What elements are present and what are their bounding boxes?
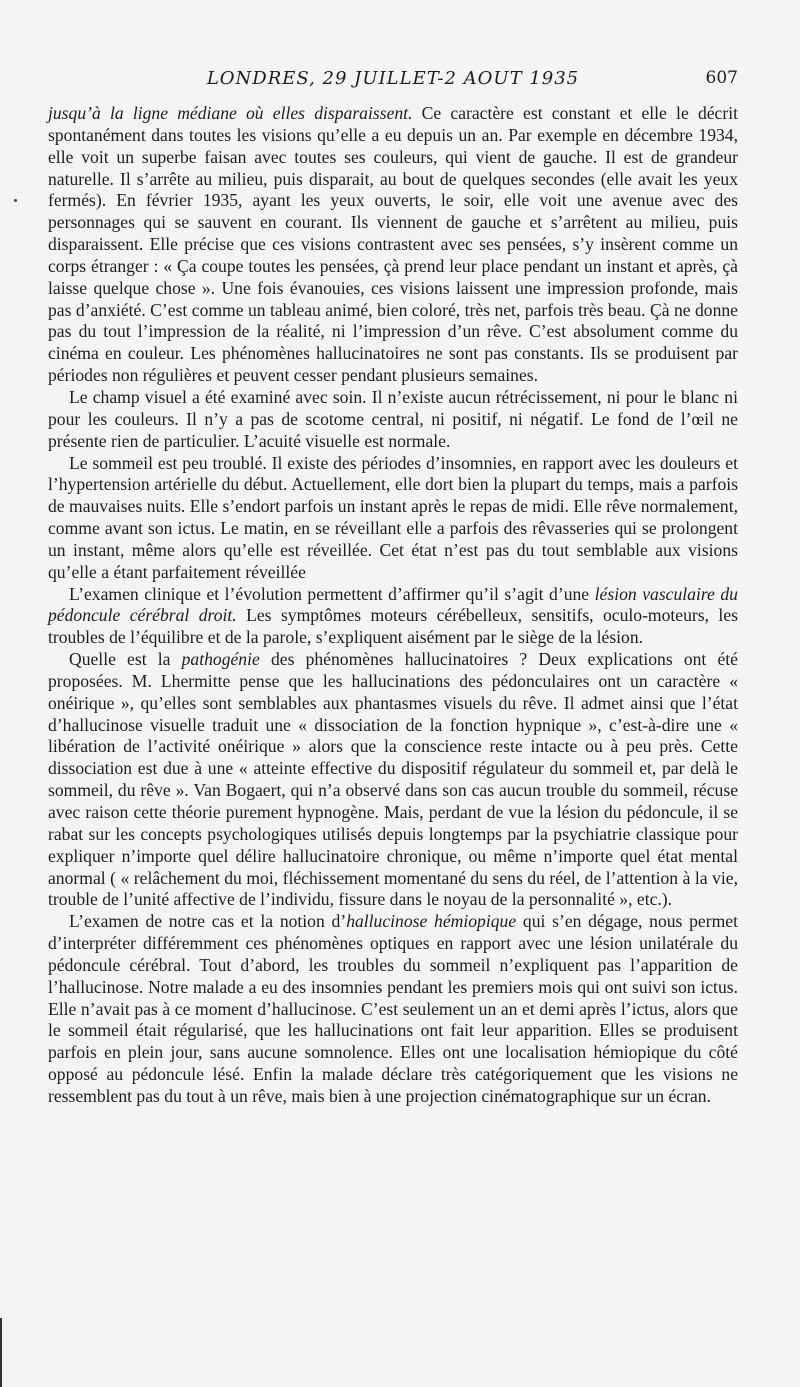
paragraph: [48, 453, 738, 584]
text-run: Quelle est la: [69, 649, 182, 670]
paragraph: [48, 649, 738, 911]
text-run: des phénomènes hallucinatoires ? Deux explications ont été proposées. M. Lhermitte pense que les hallucinations des pédonculaires ont un caractère « onéirique », qu’elles sont semblables aux phantasmes visuels du rêve. Il admet ainsi que l’état d’hallucinose visuelle traduit une « dissociation de la fonction hypnique », c’est-à-dire une « libération de l’activité onéirique » alors que la conscience reste intacte ou à peu près. Cette dissociation est due à une « atteinte effective du dispositif régulateur du sommeil et, par delà le sommeil, du rêve ». Van Bogaert, qui n’a observé dans son cas aucun trouble du sommeil, récuse avec raison cette théorie purement hypnogène. Mais, perdant de vue la lésion du pédoncule, il se rabat sur les concepts psychologiques utilisés depuis longtemps par la psychiatrie classique pour expliquer n’importe quel délire hallucinatoire chronique, ou même n’importe quel état mental anormal ( « relâchement du moi, fléchissement momentané du sens du réel, de l’attention à la vie, trouble de l’unité affective de l’individu, fissure dans le noyau de la personnalité », etc.).: [48, 649, 738, 910]
paragraph: [48, 584, 738, 650]
text-run: qui s’en dégage, nous permet d’interpréter différemment ces phénomènes optiques en rapport avec une lésion unilatérale du pédoncule cérébral. Tout d’abord, les troubles du sommeil n’expliquent pas l’apparition de l’hallucinose. Notre malade a eu des insomnies pendant les premiers mois qui ont suivi son ictus. Elle n’avait pas à ce moment d’hallucinose. C’est seulement un an et demi après l’ictus, alors que le sommeil était régularisé, que les hallucinations ont fait leur apparition. Elles se produisent parfois en plein jour, sans aucune somnolence. Elles ont une localisation hémiopique du côté opposé au pédoncule lésé. Enfin la malade déclare très catégoriquement que les visions ne ressemblent pas du tout à un rêve, mais bien à une projection cinématographique sur un écran.: [48, 911, 738, 1106]
paragraph: [48, 387, 738, 453]
text-run: pathogénie: [181, 649, 260, 670]
paragraph: [48, 911, 738, 1108]
text-run: lésion vasculaire du pédoncule cérébral droit.: [48, 583, 738, 626]
text-run: jusqu’à la ligne médiane où elles disparaissent.: [48, 103, 413, 123]
scan-edge-bar: [0, 1318, 2, 1387]
text-run: L’examen de notre cas et la notion d’: [69, 911, 347, 932]
text-run: Le sommeil est peu troublé. Il existe des périodes d’insomnies, en rapport avec les douleurs et l’hypertension artérielle du début. Actuellement, elle dort bien la plupart du temps, mais a parfois de mauvaises nuits. Elle s’endort parfois un instant après le repas de midi. Elle rêve normalement, comme avant son ictus. Le matin, en se réveillant elle a parfois des rêvasseries qui se prolongent un instant, même alors qu’elle est réveillée. Cet état n’est pas du tout semblable aux visions qu’elle a étant parfaitement réveillée: [48, 452, 738, 582]
running-header: [48, 68, 738, 96]
text-run: L’examen clinique et l’évolution permettent d’affirmer qu’il s’agit d’une: [69, 583, 595, 604]
text-run: hallucinose hémiopique: [346, 911, 517, 932]
text-run: Les symptômes moteurs cérébelleux, sensitifs, oculo-moteurs, les troubles de l’équilibre et de la parole, s’expliquent aisément par le siège de la lésion.: [48, 605, 738, 648]
margin-dot: [14, 199, 17, 202]
page-number: 607: [705, 68, 738, 88]
running-title: LONDRES, 29 JUILLET-2 AOUT 1935: [206, 68, 580, 89]
text-run: Ce caractère est constant et elle le décrit spontanément dans toutes les visions qu’elle a eu depuis un an. Par exemple en décembre 1934, elle voit un superbe faisan avec toutes ses couleurs, qui vient de gauche. Il est de grandeur naturelle. Il s’arrête au milieu, puis disparait, au bout de quelques secondes (elle avait les yeux fermés). En février 1935, ayant les yeux ouverts, le soir, elle voit une avenue avec des personnages qui se sauvent en courant. Ils viennent de gauche et s’arrêtent au milieu, puis disparaissent. Elle précise que ces visions contrastent avec ses pensées, s’y insèrent comme un corps étranger : « Ça coupe toutes les pensées, çà prend leur place pendant un instant et après, çà laisse quelque chose ». Une fois évanouies, ces visions laissent une impression profonde, mais pas d’anxiété. C’est comme un tableau animé, bien coloré, très net, parfois très beau. Çà ne donne pas du tout l’impression de la réalité, ni l’impression d’un rêve. C’est absolument comme du cinéma en couleur. Les phénomènes hallucinatoires ne sont pas constants. Ils se produisent par périodes non régulières et peuvent cesser pendant plusieurs semaines.: [48, 103, 738, 386]
paragraph: [48, 103, 738, 387]
text-run: Le champ visuel a été examiné avec soin. Il n’existe aucun rétrécissement, ni pour le blanc ni pour les couleurs. Il n’y a pas de scotome central, ni positif, ni négatif. Le fond de l’œil ne présente rien de particulier. L’acuité visuelle est normale.: [48, 386, 738, 451]
body-text: [48, 103, 738, 1108]
